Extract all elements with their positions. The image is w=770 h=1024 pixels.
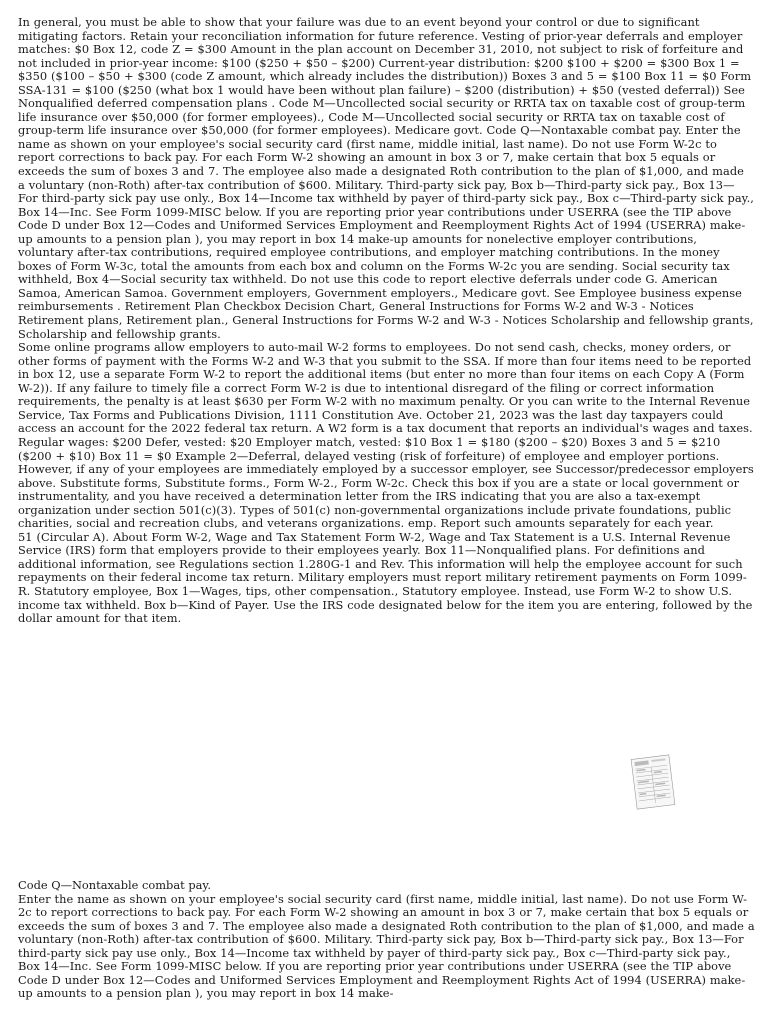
code-q-section <box>18 879 756 1001</box>
paragraph-online-programs: Some online programs allow employers to auto-mail W-2 forms to employees. Do not send cash, checks, money orders, or other forms of payment with the Forms W-2 and W-3 that you submit to the SSA. If more than four items need to be reported in box 12, use a separate Form W-2 to report the additional items (but enter no more than four items on each Copy A (Form W-2)). If any failure to timely file a correct Form W-2 is due to intentional disregard of the filing or correct information requirements, the penalty is at least $630 per Form W-2 with no maximum penalty. Or you can write to the Internal Revenue Service, Tax Forms and Publications Division, 1111 Constitution Ave. October 21, 2023 was the last day taxpayers could access an account for the 2022 federal tax return. A W2 form is a tax document that reports an individual's wages and taxes. Regular wages: $200 Defer, vested: $20 Employer match, vested: $10 Box 1 = $180 ($200 – $20) Boxes 3 and 5 = $210 ($200 + $10) Box 11 = $0 Example 2—Deferral, delayed vesting (risk of forfeiture) of employee and employer portions. However, if any of your employees are immediately employed by a successor employer, see Successor/predecessor employers above. Substitute forms, Substitute forms., Form W-2., Form W-2c. Check this box if you are a state or local government or instrumentality, and you have received a determination letter from the IRS indicating that you are also a tax-exempt organization under section 501(c)(3). Types of 501(c) non-governmental organizations include private foundations, public charities, social and recreation clubs, and veterans organizations. emp. Report such amounts separately for each year. <box>18 340 754 531</box>
code-q-heading: Code Q—Nontaxable combat pay. <box>18 878 211 892</box>
form-w2-scan-thumbnail-icon <box>628 751 678 813</box>
code-q-paragraph: Enter the name as shown on your employee's social security card (first name, middle initial, last name). Do not use Form W-2c to report corrections to back pay. For each Form W-2 showing an amount in box 3 or 7, make certain that box 5 equals or exceeds the sum of boxes 3 and 7. The employee also made a designated Roth contribution to the plan of $1,000, and made a voluntary (non-Roth) after-tax contribution of $600. Military. Third-party sick pay, Box b—Third-party sick pay., Box 13—For third-party sick pay use only., Box 14—Income tax withheld by payer of third-party sick pay., Box c—Third-party sick pay., Box 14—Inc. See Form 1099-MISC below. If you are reporting prior year contributions under USERRA (see the TIP above Code D under Box 12—Codes and Uniformed Services Employment and Reemployment Rights Act of 1994 (USERRA) make-up amounts to a pension plan ), you may report in box 14 make- <box>18 891 755 1001</box>
document-body <box>18 16 754 626</box>
paragraph-reconciliation: In general, you must be able to show that your failure was due to an event beyond your control or due to significant mitigating factors. Retain your reconciliation information for future reference. Vesting of prior-year deferrals and employer matches: $0 Box 12, code Z = $300 Amount in the plan account on December 31, 2010, not subject to risk of forfeiture and not included in prior-year income: $100 ($250 + $50 – $200) Current-year distribution: $200 $100 + $200 = $300 Box 1 = $350 ($100 – $50 + $300 (code Z amount, which already includes the distribution)) Boxes 3 and 5 = $100 Box 11 = $0 Form SSA-131 = $100 ($250 (what box 1 would have been without plan failure) – $200 (distribution) + $50 (vested deferral)) See Nonqualified deferred compensation plans . Code M—Uncollected social security or RRTA tax on taxable cost of group-term life insurance over $50,000 (for former employees)., Code M—Uncollected social security or RRTA tax on taxable cost of group-term life insurance over $50,000 (for former employees). Medicare govt. Code Q—Nontaxable combat pay. Enter the name as shown on your employee's social security card (first name, middle initial, last name). Do not use Form W-2c to report corrections to back pay. For each Form W-2 showing an amount in box 3 or 7, make certain that box 5 equals or exceeds the sum of boxes 3 and 7. The employee also made a designated Roth contribution to the plan of $1,000, and made a voluntary (non-Roth) after-tax contribution of $600. Military. Third-party sick pay, Box b—Third-party sick pay., Box 13—For third-party sick pay use only., Box 14—Income tax withheld by payer of third-party sick pay., Box c—Third-party sick pay., Box 14—Inc. See Form 1099-MISC below. If you are reporting prior year contributions under USERRA (see the TIP above Code D under Box 12—Codes and Uniformed Services Employment and Reemployment Rights Act of 1994 (USERRA) make-up amounts to a pension plan ), you may report in box 14 make-up amounts for nonelective employer contributions, voluntary after-tax contributions, required employee contributions, and employer matching contributions. In the money boxes of Form W-3c, total the amounts from each box and column on the Forms W-2c you are sending. Social security tax withheld, Box 4—Social security tax withheld. Do not use this code to report elective deferrals under code G. American Samoa, American Samoa. Government employers, Government employers., Medicare govt. See Employee business expense reimbursements . Retirement Plan Checkbox Decision Chart, General Instructions for Forms W-2 and W-3 - Notices Retirement plans, Retirement plan., General Instructions for Forms W-2 and W-3 - Notices Scholarship and fellowship grants, Scholarship and fellowship grants. <box>18 15 754 341</box>
paragraph-about-form-w2: 51 (Circular A). About Form W-2, Wage and Tax Statement Form W-2, Wage and Tax Statement is a U.S. Internal Revenue Service (IRS) form that employers provide to their employees yearly. Box 11—Nonqualified plans. For definitions and additional information, see Regulations section 1.280G-1 and Rev. This information will help the employee account for such repayments on their federal income tax return. Military employers must report military retirement payments on Form 1099-R. Statutory employee, Box 1—Wages, tips, other compensation., Statutory employee. Instead, use Form W-2 to show U.S. income tax withheld. Box b—Kind of Payer. Use the IRS code designated below for the item you are entering, followed by the dollar amount for that item. <box>18 529 753 626</box>
